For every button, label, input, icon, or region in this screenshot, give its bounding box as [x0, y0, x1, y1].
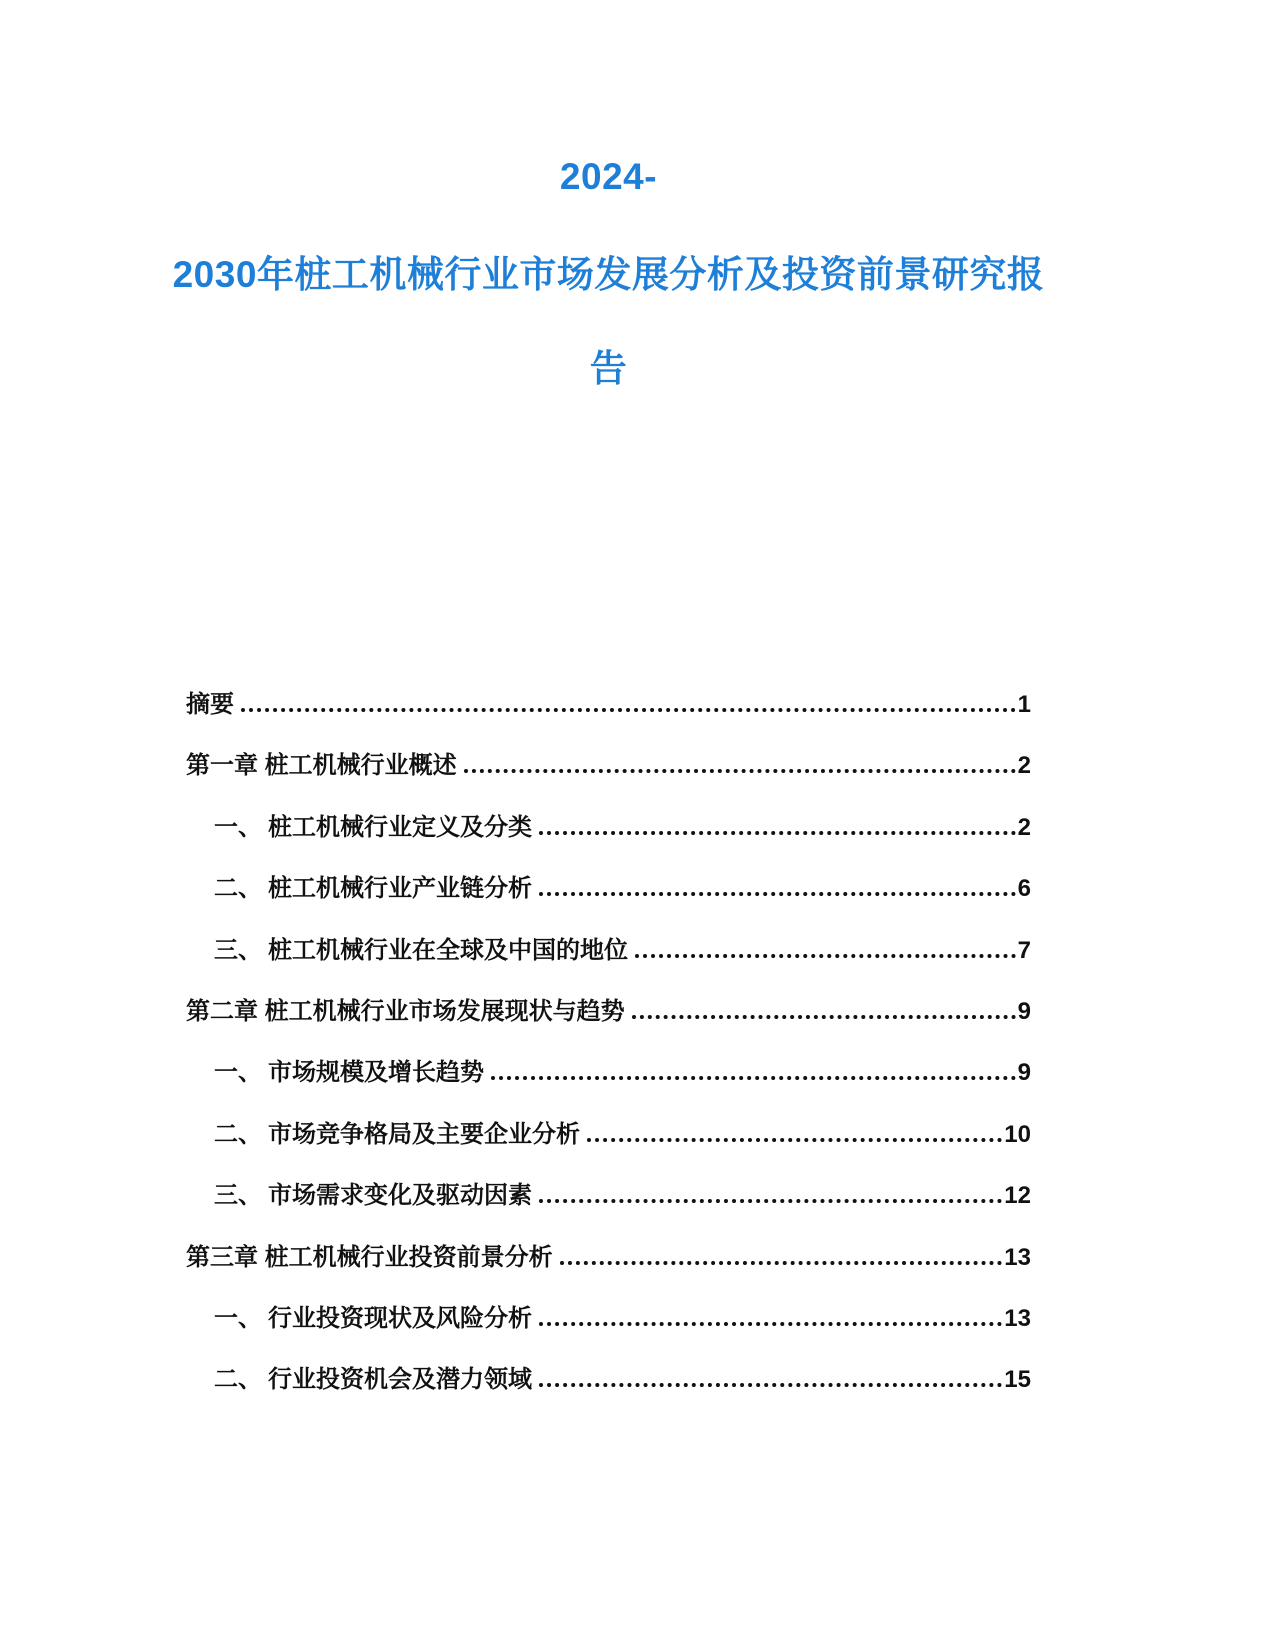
toc-page-number: 9 — [1017, 1059, 1031, 1087]
table-of-contents — [186, 680, 1031, 1417]
toc-page-number: 12 — [1004, 1182, 1031, 1210]
toc-dotted-leader — [491, 1076, 1016, 1080]
toc-page-number: 9 — [1017, 997, 1031, 1025]
document-title-line: 2024- — [559, 156, 658, 197]
toc-entry-label: 第二章 桩工机械行业市场发展现状与趋势 — [186, 997, 625, 1025]
toc-entry[interactable] — [186, 987, 1031, 1048]
toc-page-number: 13 — [1004, 1243, 1031, 1271]
toc-dotted-leader — [539, 1322, 1002, 1326]
toc-dotted-leader — [539, 892, 1016, 896]
document-title-line: 告 — [589, 348, 628, 389]
toc-dotted-leader — [539, 1383, 1002, 1387]
toc-entry-label: 桩工机械行业定义及分类 — [268, 813, 532, 841]
toc-entry-label: 行业投资现状及风险分析 — [268, 1304, 532, 1332]
toc-page-number: 13 — [1004, 1304, 1031, 1332]
toc-entry[interactable] — [186, 1110, 1031, 1171]
document-title — [172, 130, 1045, 412]
toc-entry-number: 二、 — [214, 875, 262, 903]
toc-entry-number: 一、 — [214, 1059, 262, 1087]
toc-entry-label: 桩工机械行业在全球及中国的地位 — [268, 936, 628, 964]
toc-entry[interactable] — [186, 1233, 1031, 1294]
toc-entry-label: 市场竞争格局及主要企业分析 — [268, 1120, 580, 1148]
toc-dotted-leader — [587, 1138, 1002, 1142]
toc-entry-number: 二、 — [214, 1366, 262, 1394]
toc-entry-label: 桩工机械行业产业链分析 — [268, 875, 532, 903]
toc-entry[interactable] — [186, 1048, 1031, 1109]
toc-dotted-leader — [539, 1199, 1002, 1203]
toc-entry-label: 第三章 桩工机械行业投资前景分析 — [186, 1243, 553, 1271]
toc-page-number: 7 — [1017, 936, 1031, 964]
toc-entry[interactable] — [186, 741, 1031, 802]
toc-entry-label: 摘要 — [186, 691, 234, 718]
toc-entry-number: 三、 — [214, 936, 262, 964]
toc-entry-label: 行业投资机会及潜力领域 — [268, 1366, 532, 1394]
toc-entry-number: 一、 — [214, 1304, 262, 1332]
toc-entry[interactable] — [186, 680, 1031, 741]
toc-page-number: 10 — [1004, 1120, 1031, 1148]
toc-entry[interactable] — [186, 803, 1031, 864]
toc-dotted-leader — [241, 708, 1016, 712]
toc-entry-label: 第一章 桩工机械行业概述 — [186, 752, 457, 780]
toc-entry[interactable] — [186, 1355, 1031, 1416]
toc-entry-number: 二、 — [214, 1120, 262, 1148]
toc-page-number: 15 — [1004, 1366, 1031, 1394]
toc-dotted-leader — [464, 769, 1016, 773]
toc-dotted-leader — [539, 831, 1016, 835]
toc-dotted-leader — [560, 1261, 1003, 1265]
toc-dotted-leader — [632, 1015, 1016, 1019]
toc-entry-label: 市场需求变化及驱动因素 — [268, 1182, 532, 1210]
toc-dotted-leader — [635, 954, 1016, 958]
toc-entry[interactable] — [186, 1171, 1031, 1232]
toc-entry-number: 三、 — [214, 1182, 262, 1210]
toc-entry-label: 市场规模及增长趋势 — [268, 1059, 484, 1087]
toc-entry[interactable] — [186, 926, 1031, 987]
toc-entry[interactable] — [186, 1294, 1031, 1355]
document-title-line: 2030年桩工机械行业市场发展分析及投资前景研究报 — [172, 254, 1045, 295]
toc-page-number: 6 — [1017, 875, 1031, 903]
toc-entry[interactable] — [186, 864, 1031, 925]
toc-page-number: 1 — [1017, 691, 1031, 718]
toc-entry-number: 一、 — [214, 813, 262, 841]
toc-page-number: 2 — [1017, 752, 1031, 780]
toc-page-number: 2 — [1017, 813, 1031, 841]
